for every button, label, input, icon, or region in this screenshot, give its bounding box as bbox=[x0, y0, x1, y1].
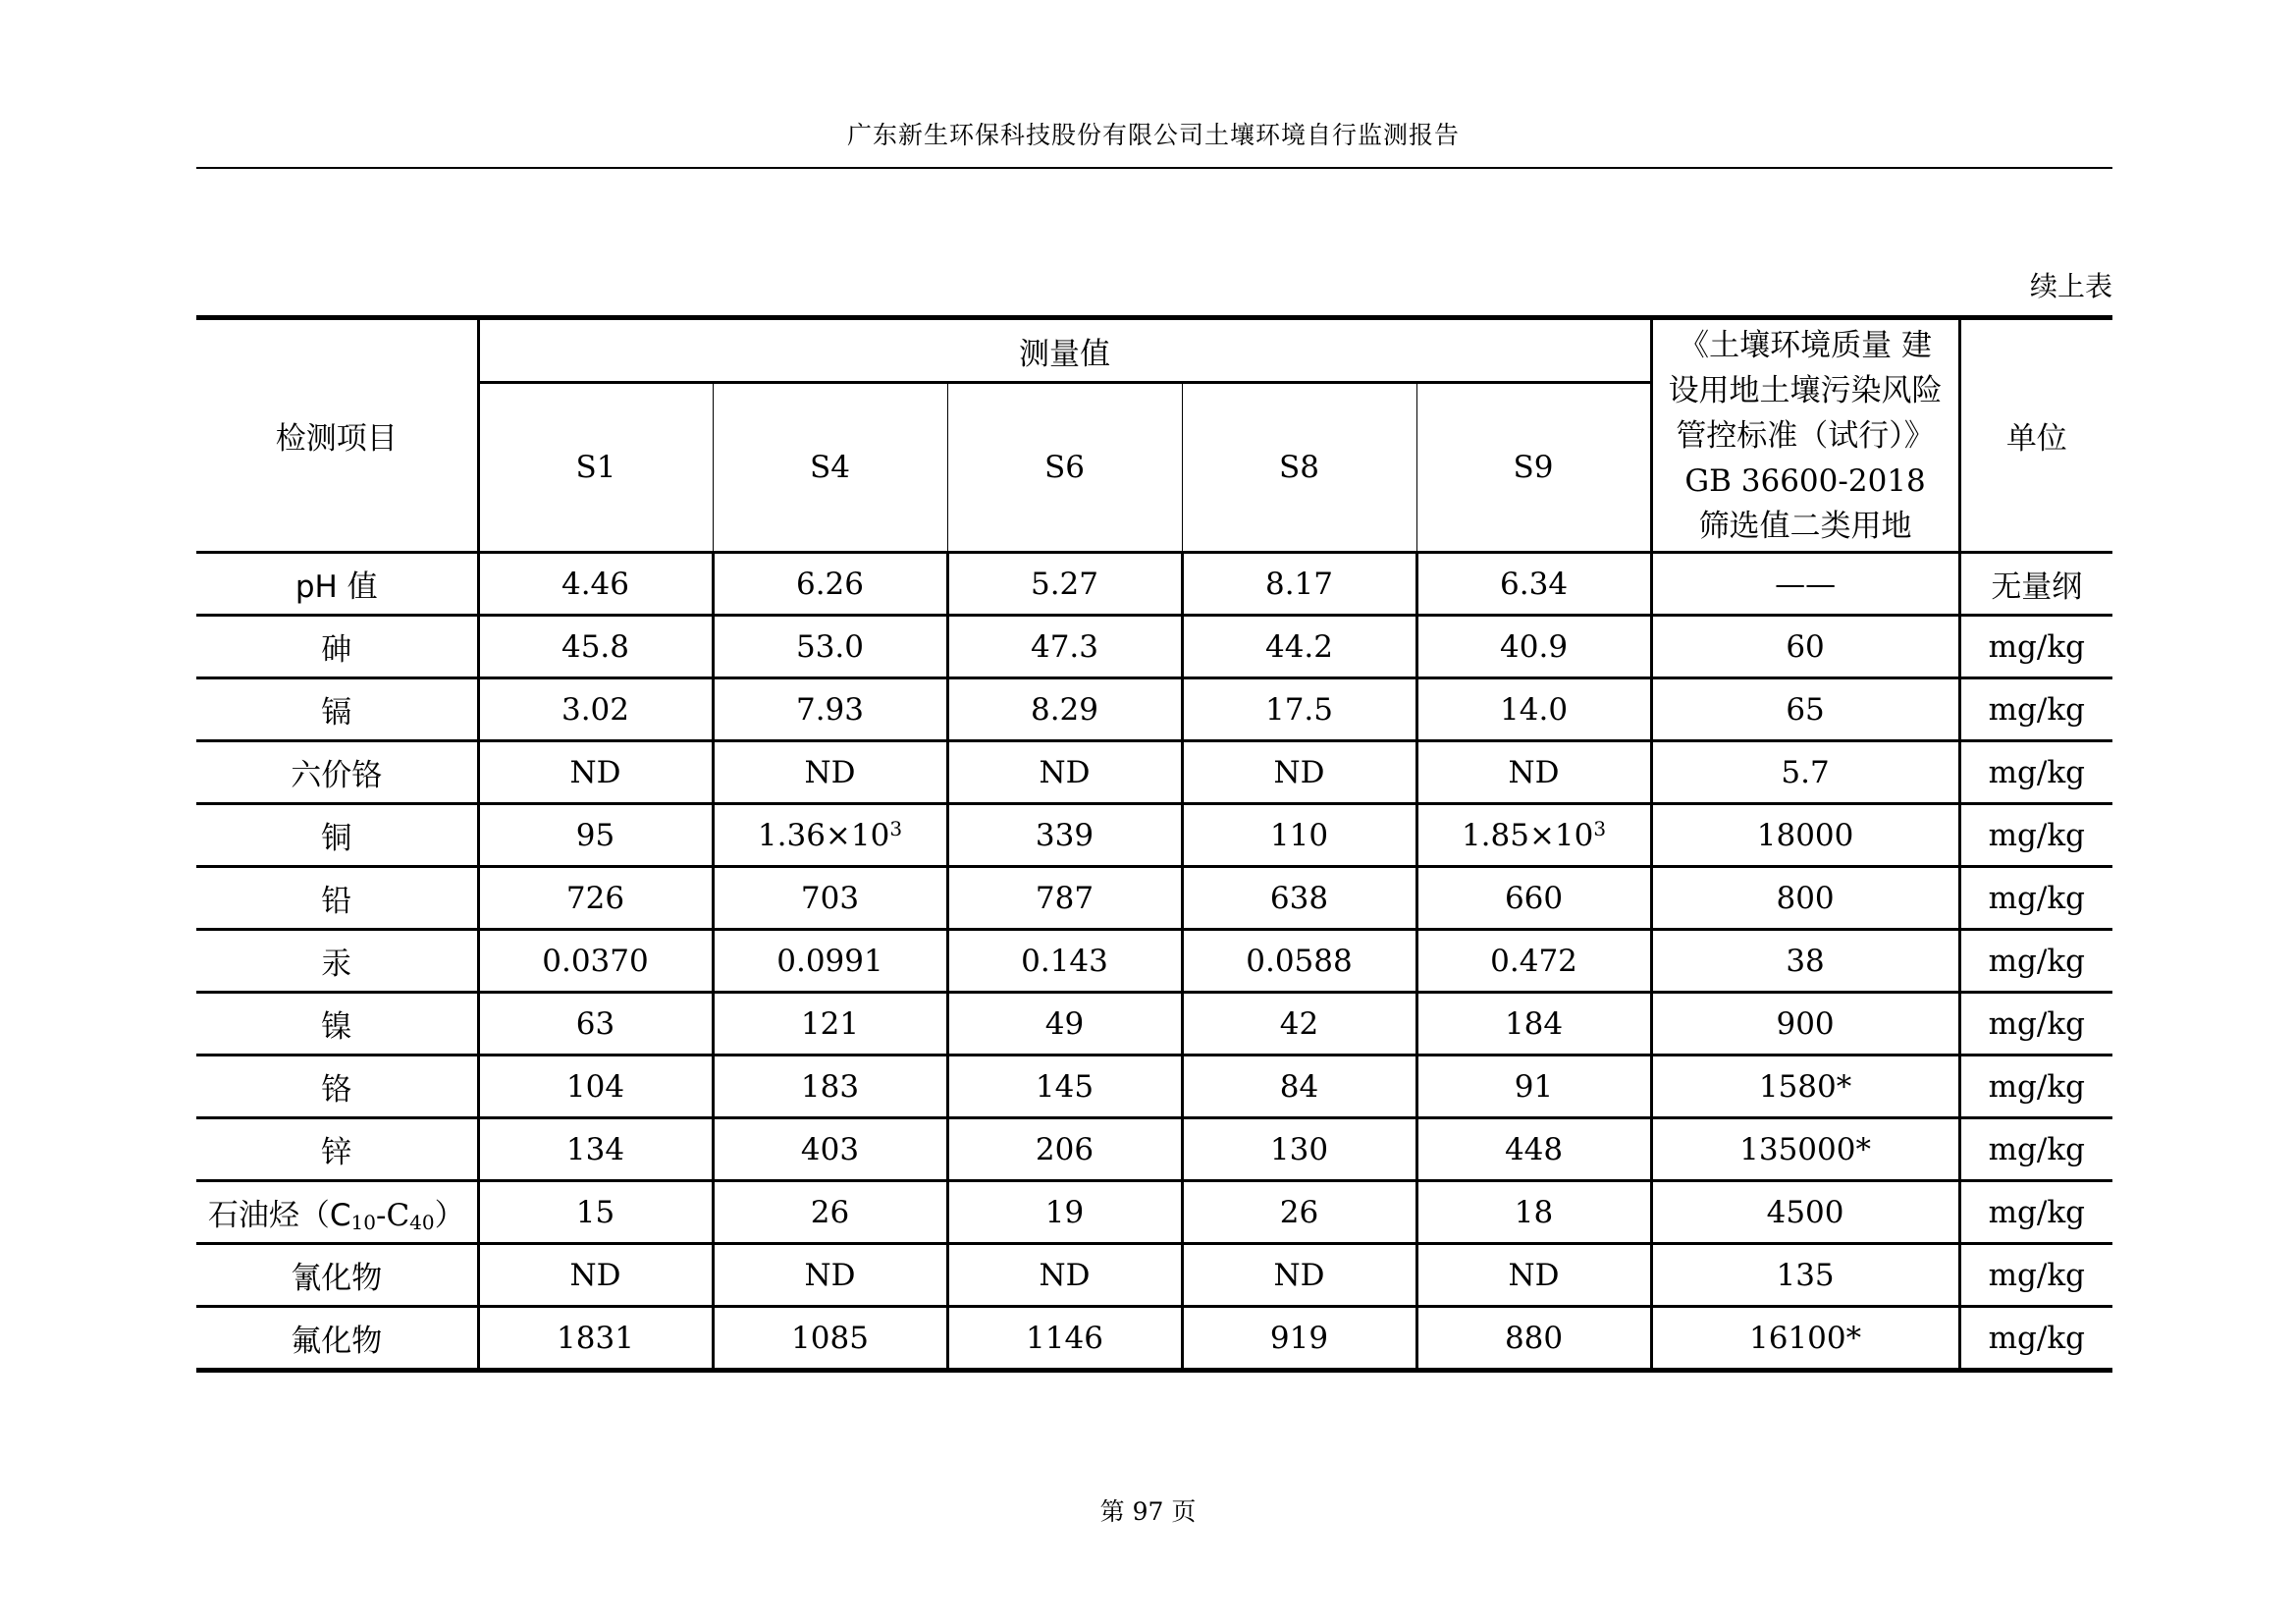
value-cell bbox=[478, 804, 713, 867]
standard-cell: 800 bbox=[1651, 867, 1959, 930]
unit-cell: mg/kg bbox=[1959, 867, 2112, 930]
table-row bbox=[196, 741, 2112, 804]
table-continued-note: 续上表 bbox=[2029, 270, 2112, 302]
value-cell: 145 bbox=[947, 1056, 1182, 1118]
table-row bbox=[196, 678, 2112, 741]
table-row bbox=[196, 1056, 2112, 1118]
site-header-s4: S4 bbox=[713, 383, 947, 553]
value-cell: 448 bbox=[1416, 1118, 1651, 1181]
value-cell: 45.8 bbox=[478, 616, 713, 678]
standard-line-5: 筛选值二类用地 bbox=[1698, 508, 1912, 544]
standard-cell: 135000* bbox=[1651, 1118, 1959, 1181]
value-mantissa: 1.85×10 bbox=[1461, 817, 1594, 853]
row-item bbox=[196, 1181, 478, 1244]
value-cell: 19 bbox=[947, 1181, 1182, 1244]
standard-cell: 38 bbox=[1651, 930, 1959, 993]
table-row bbox=[196, 1118, 2112, 1181]
value-exponent: 3 bbox=[1593, 816, 1607, 840]
value-cell: ND bbox=[947, 1244, 1182, 1307]
value-cell: 703 bbox=[713, 867, 947, 930]
item-subscript: 10 bbox=[350, 1211, 376, 1234]
value-cell: 84 bbox=[1182, 1056, 1416, 1118]
value-cell: 403 bbox=[713, 1118, 947, 1181]
row-item: 铬 bbox=[196, 1056, 478, 1118]
value-cell: 1146 bbox=[947, 1307, 1182, 1371]
value-cell: 40.9 bbox=[1416, 616, 1651, 678]
table-row bbox=[196, 930, 2112, 993]
standard-line-1: 《土壤环境质量 建 bbox=[1679, 327, 1932, 363]
row-item: 镍 bbox=[196, 993, 478, 1056]
table-row bbox=[196, 1307, 2112, 1371]
page-number: 97 bbox=[1132, 1497, 1164, 1526]
site-header-s9: S9 bbox=[1416, 383, 1651, 553]
value-cell: 0.0991 bbox=[713, 930, 947, 993]
value-cell: 787 bbox=[947, 867, 1182, 930]
standard-cell: 135 bbox=[1651, 1244, 1959, 1307]
value-cell: ND bbox=[1182, 741, 1416, 804]
value-cell: 14.0 bbox=[1416, 678, 1651, 741]
value-cell bbox=[947, 804, 1182, 867]
unit-cell: mg/kg bbox=[1959, 1181, 2112, 1244]
page-suffix: 页 bbox=[1171, 1497, 1197, 1526]
value-cell: 638 bbox=[1182, 867, 1416, 930]
standard-cell: 18000 bbox=[1651, 804, 1959, 867]
header-item: 检测项目 bbox=[196, 318, 478, 553]
value-cell: 6.34 bbox=[1416, 553, 1651, 616]
table-row bbox=[196, 804, 2112, 867]
value-mantissa: 1.36×10 bbox=[757, 817, 890, 853]
standard-line-3: 管控标准（试行）》 bbox=[1676, 417, 1935, 454]
table-row bbox=[196, 993, 2112, 1056]
row-item: 铅 bbox=[196, 867, 478, 930]
value-cell: 26 bbox=[1182, 1181, 1416, 1244]
header-measured: 测量值 bbox=[478, 318, 1651, 383]
value-mantissa: 110 bbox=[1269, 817, 1329, 853]
value-cell: 8.17 bbox=[1182, 553, 1416, 616]
unit-cell: mg/kg bbox=[1959, 804, 2112, 867]
value-cell: 1831 bbox=[478, 1307, 713, 1371]
value-cell: ND bbox=[478, 1244, 713, 1307]
value-cell: 15 bbox=[478, 1181, 713, 1244]
value-cell: 134 bbox=[478, 1118, 713, 1181]
standard-line-2: 设用地土壤污染风险 bbox=[1668, 372, 1943, 408]
row-item: 铜 bbox=[196, 804, 478, 867]
row-item: 氰化物 bbox=[196, 1244, 478, 1307]
value-cell: 42 bbox=[1182, 993, 1416, 1056]
value-cell bbox=[713, 804, 947, 867]
value-cell: ND bbox=[1416, 1244, 1651, 1307]
value-cell: 49 bbox=[947, 993, 1182, 1056]
row-item: 氟化物 bbox=[196, 1307, 478, 1371]
standard-cell: —— bbox=[1651, 553, 1959, 616]
item-middle: -C bbox=[375, 1198, 410, 1233]
page-prefix: 第 bbox=[1099, 1497, 1125, 1526]
value-cell: 121 bbox=[713, 993, 947, 1056]
value-cell: ND bbox=[478, 741, 713, 804]
value-cell: 206 bbox=[947, 1118, 1182, 1181]
unit-cell: 无量纲 bbox=[1959, 553, 2112, 616]
unit-cell: mg/kg bbox=[1959, 1118, 2112, 1181]
value-cell: 91 bbox=[1416, 1056, 1651, 1118]
value-cell: 44.2 bbox=[1182, 616, 1416, 678]
header-unit: 单位 bbox=[1959, 318, 2112, 553]
unit-cell: mg/kg bbox=[1959, 678, 2112, 741]
item-prefix: 石油烃（C bbox=[207, 1198, 351, 1233]
value-cell: ND bbox=[1182, 1244, 1416, 1307]
standard-cell: 1580* bbox=[1651, 1056, 1959, 1118]
value-cell: 26 bbox=[713, 1181, 947, 1244]
value-cell: 726 bbox=[478, 867, 713, 930]
standard-cell: 5.7 bbox=[1651, 741, 1959, 804]
value-cell: 104 bbox=[478, 1056, 713, 1118]
value-cell: 0.472 bbox=[1416, 930, 1651, 993]
header-divider bbox=[196, 167, 2112, 169]
value-cell: 3.02 bbox=[478, 678, 713, 741]
unit-cell: mg/kg bbox=[1959, 616, 2112, 678]
report-title: 广东新生环保科技股份有限公司土壤环境自行监测报告 bbox=[846, 121, 1460, 149]
row-item: 锌 bbox=[196, 1118, 478, 1181]
value-cell: 660 bbox=[1416, 867, 1651, 930]
value-cell: 6.26 bbox=[713, 553, 947, 616]
value-cell: 4.46 bbox=[478, 553, 713, 616]
value-cell: 184 bbox=[1416, 993, 1651, 1056]
unit-cell: mg/kg bbox=[1959, 1244, 2112, 1307]
value-cell: ND bbox=[947, 741, 1182, 804]
value-cell: 919 bbox=[1182, 1307, 1416, 1371]
standard-line-4: GB 36600-2018 bbox=[1684, 462, 1926, 499]
soil-monitoring-table bbox=[196, 315, 2112, 1373]
value-cell: 0.143 bbox=[947, 930, 1182, 993]
standard-cell: 65 bbox=[1651, 678, 1959, 741]
value-cell: 18 bbox=[1416, 1181, 1651, 1244]
value-cell: ND bbox=[713, 1244, 947, 1307]
value-cell: 8.29 bbox=[947, 678, 1182, 741]
unit-cell: mg/kg bbox=[1959, 930, 2112, 993]
value-cell: 0.0370 bbox=[478, 930, 713, 993]
value-cell: 17.5 bbox=[1182, 678, 1416, 741]
value-cell: ND bbox=[713, 741, 947, 804]
value-cell: 53.0 bbox=[713, 616, 947, 678]
value-mantissa: 339 bbox=[1035, 817, 1095, 853]
value-exponent: 3 bbox=[889, 816, 903, 840]
row-item: 镉 bbox=[196, 678, 478, 741]
row-item: 汞 bbox=[196, 930, 478, 993]
value-cell: 5.27 bbox=[947, 553, 1182, 616]
page-footer bbox=[0, 1492, 2296, 1528]
value-cell: 47.3 bbox=[947, 616, 1182, 678]
value-mantissa: 95 bbox=[575, 817, 615, 853]
value-cell: ND bbox=[1416, 741, 1651, 804]
value-cell: 63 bbox=[478, 993, 713, 1056]
value-cell bbox=[1182, 804, 1416, 867]
unit-cell: mg/kg bbox=[1959, 1056, 2112, 1118]
site-header-s8: S8 bbox=[1182, 383, 1416, 553]
site-header-s1: S1 bbox=[478, 383, 713, 553]
header-standard bbox=[1651, 318, 1959, 553]
value-cell: 1085 bbox=[713, 1307, 947, 1371]
value-cell: 880 bbox=[1416, 1307, 1651, 1371]
standard-cell: 4500 bbox=[1651, 1181, 1959, 1244]
item-subscript: 40 bbox=[409, 1211, 435, 1234]
value-cell: 130 bbox=[1182, 1118, 1416, 1181]
row-item: 砷 bbox=[196, 616, 478, 678]
item-suffix: ） bbox=[434, 1198, 465, 1233]
table-row bbox=[196, 616, 2112, 678]
standard-cell: 900 bbox=[1651, 993, 1959, 1056]
table-row bbox=[196, 867, 2112, 930]
standard-cell: 60 bbox=[1651, 616, 1959, 678]
value-cell bbox=[1416, 804, 1651, 867]
value-cell: 7.93 bbox=[713, 678, 947, 741]
table-row bbox=[196, 1181, 2112, 1244]
value-cell: 0.0588 bbox=[1182, 930, 1416, 993]
unit-cell: mg/kg bbox=[1959, 993, 2112, 1056]
table-row bbox=[196, 553, 2112, 616]
row-item: pH 值 bbox=[196, 553, 478, 616]
row-item: 六价铬 bbox=[196, 741, 478, 804]
standard-cell: 16100* bbox=[1651, 1307, 1959, 1371]
unit-cell: mg/kg bbox=[1959, 1307, 2112, 1371]
value-cell: 183 bbox=[713, 1056, 947, 1118]
unit-cell: mg/kg bbox=[1959, 741, 2112, 804]
site-header-s6: S6 bbox=[947, 383, 1182, 553]
table-row bbox=[196, 1244, 2112, 1307]
